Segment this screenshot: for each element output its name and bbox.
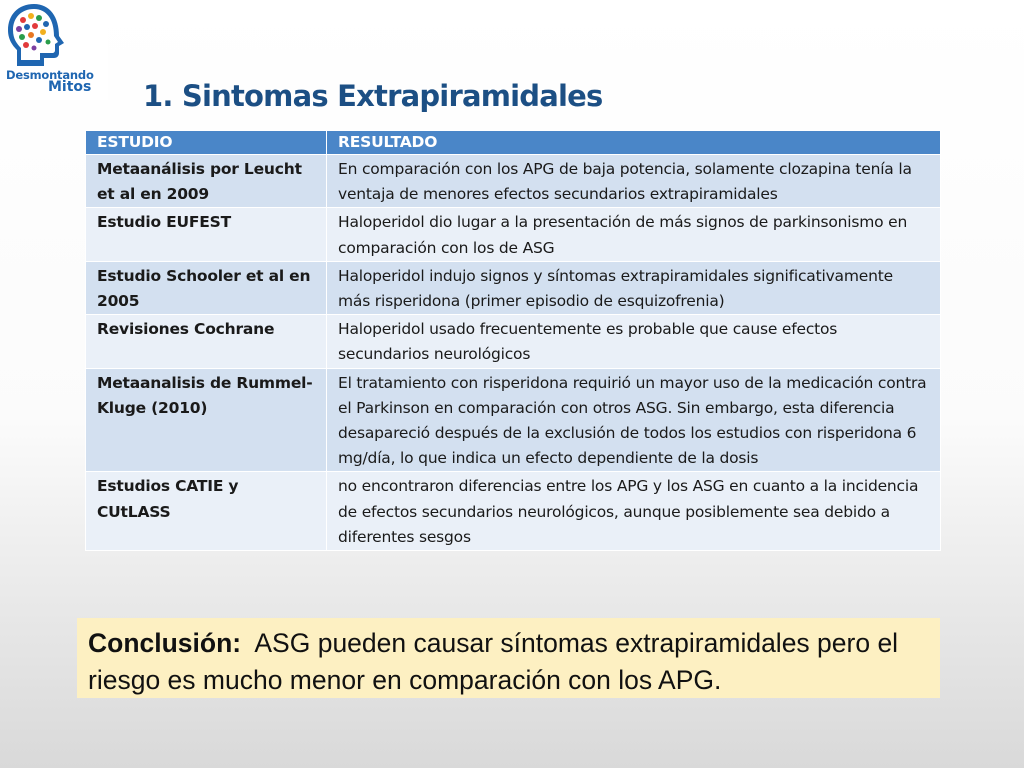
result-cell: En comparación con los APG de baja potencia, solamente clozapina tenía la ventaja de menores efectos secundarios extrapiramidales — [327, 155, 941, 208]
column-header-estudio: ESTUDIO — [86, 131, 327, 155]
conclusion-label: Conclusión: — [88, 628, 242, 658]
study-results-table — [85, 130, 941, 551]
table-row — [86, 368, 941, 472]
head-profile-icon — [4, 2, 72, 72]
study-name-cell: Estudio EUFEST — [86, 208, 327, 261]
result-cell: Haloperidol usado frecuentemente es probable que cause efectos secundarios neurológicos — [327, 315, 941, 368]
table-row — [86, 472, 941, 551]
table-row — [86, 208, 941, 261]
table-row — [86, 155, 941, 208]
table-header-row — [86, 131, 941, 155]
logo — [0, 0, 108, 100]
logo-text-mitos: Mitos — [48, 79, 92, 95]
study-name-cell: Revisiones Cochrane — [86, 315, 327, 368]
result-cell: Haloperidol dio lugar a la presentación de más signos de parkinsonismo en comparación con los de ASG — [327, 208, 941, 261]
result-cell: no encontraron diferencias entre los APG y los ASG en cuanto a la incidencia de efectos secundarios neurológicos, aunque posiblemente sea debido a diferentes sesgos — [327, 472, 941, 551]
column-header-resultado: RESULTADO — [327, 131, 941, 155]
study-name-cell: Metaanálisis por Leucht et al en 2009 — [86, 155, 327, 208]
study-name-cell: Estudios CATIE y CUtLASS — [86, 472, 327, 551]
conclusion-box — [77, 618, 940, 698]
table-row — [86, 315, 941, 368]
result-cell: Haloperidol indujo signos y síntomas extrapiramidales significativamente más risperidona (primer episodio de esquizofrenia) — [327, 261, 941, 314]
study-name-cell: Estudio Schooler et al en 2005 — [86, 261, 327, 314]
result-cell: El tratamiento con risperidona requirió un mayor uso de la medicación contra el Parkinson en comparación con otros ASG. Sin embargo, esta diferencia desapareció después de la exclusión de todos los estudios con risperidona 6 mg/día, lo que indica un efecto dependiente de la dosis — [327, 368, 941, 472]
conclusion-text: ASG pueden causar síntomas extrapiramidales pero el riesgo es mucho menor en comparación con los APG. — [88, 628, 899, 695]
study-name-cell: Metaanalisis de Rummel-Kluge (2010) — [86, 368, 327, 472]
logo-text-desmontando: Desmontando — [6, 68, 94, 82]
slide-title: 1. Sintomas Extrapiramidales — [143, 79, 603, 113]
table-row — [86, 261, 941, 314]
